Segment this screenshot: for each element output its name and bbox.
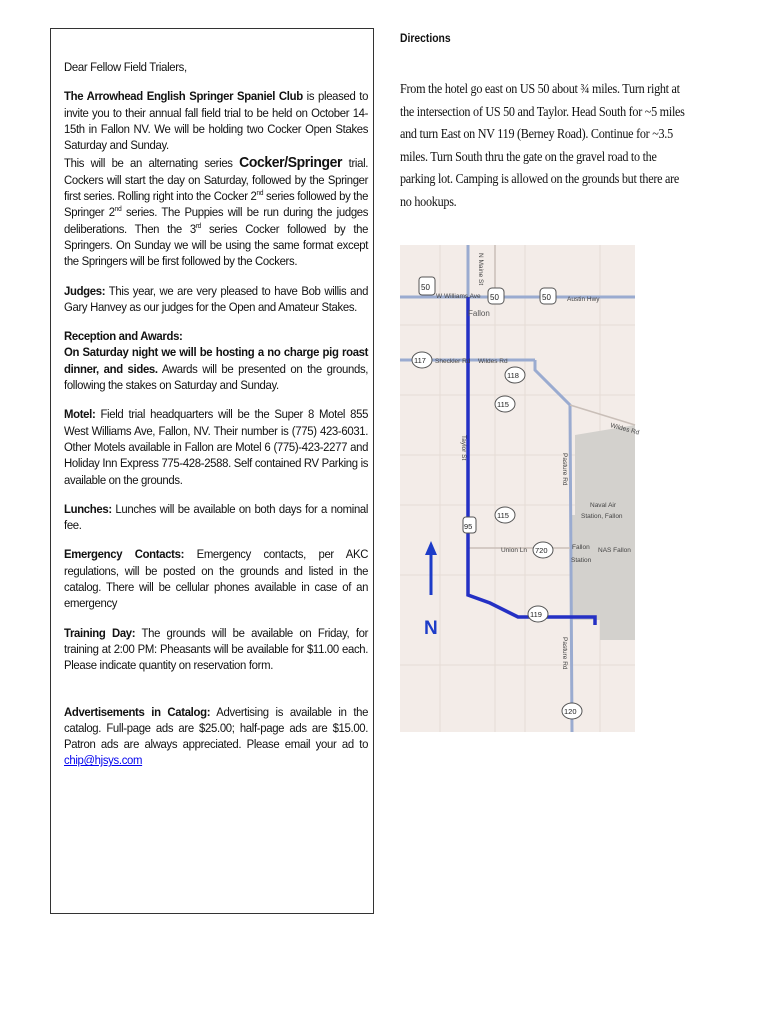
north-label: N [424,618,438,639]
lunches-paragraph [64,501,368,534]
label-w-williams: W Williams Ave [436,293,481,300]
sup-rd: rd [195,222,201,230]
directions-text: From the hotel go east on US 50 about ¾ miles. Turn right at the intersection of US 50 and Taylor. Head South for ~5 miles and turn East on NV 119 (Berney Road). Continue for ~3.5 miles. Turn South thru the gate on the gravel road to the parking lot. Camping is allowed on the grounds but there are no hookups. [400,81,685,209]
directions-map [400,245,640,732]
svg-text:50: 50 [490,293,499,302]
svg-text:119: 119 [530,610,542,619]
email-link[interactable]: chip@hjsys.com [64,753,143,768]
emergency-text: Emergency contacts, per AKC regulations, will be posted on the grounds and listed in the catalog. There will be cellular phones available in case of an emergency [64,547,369,611]
nv119-shield [528,606,548,622]
reception-paragraph [64,328,368,393]
ads-label: Advertisements in Catalog: [64,704,211,719]
series-paragraph [64,155,368,269]
svg-text:120: 120 [564,707,577,716]
label-sheckler: Sheckler Rd [435,358,471,365]
label-wildes-1: Wildes Rd [478,358,508,365]
svg-text:95: 95 [464,522,473,531]
intro-paragraph [64,88,368,153]
nv117-shield [412,352,432,368]
ads-paragraph [64,704,368,769]
label-nas-fallon: NAS Fallon [598,547,631,554]
svg-text:50: 50 [542,293,551,302]
svg-text:50: 50 [421,283,430,292]
series-text-1: trial. Cockers will start the day on Saturday, followed by the Springer first series. Rolling right into the Cocker 2 [64,156,369,204]
lunches-label: Lunches: [64,501,112,516]
label-pasture-1: Pasture Rd [561,453,568,486]
sup-nd-2: nd [114,206,122,214]
us95-shield [463,517,476,533]
series-text-4: series Cocker followed by the Springers. On Sunday we will be using the same format except the Springers will be first followed by the Cockers. [64,221,369,269]
nv118-shield [505,367,525,383]
label-austin-hwy: Austin Hwy [567,296,600,303]
label-fallon-station-1: Fallon [572,544,590,551]
us50-shield-c [540,288,556,304]
nv115-shield-b [495,507,515,523]
judges-label: Judges: [64,283,106,298]
letter-box [50,28,374,914]
training-paragraph [64,625,368,674]
nv720-shield [533,542,553,558]
label-naval-2: Station, Fallon [581,513,623,520]
svg-text:720: 720 [535,546,548,555]
letter-body [64,59,368,769]
reception-text: Awards will be presented on the grounds, following the stakes on Saturday and Sunday. [64,361,369,393]
map-svg [400,245,640,732]
label-n-maine: N Maine St [477,253,484,286]
us50-shield-b [488,288,504,304]
judges-text: This year, we are very pleased to have Bob willis and Gary Hanvey as our judges for the Open and Amateur Stakes. [64,283,369,314]
label-taylor: Taylor St [460,435,467,461]
emergency-label: Emergency Contacts: [64,547,185,562]
naval-air-station-area [570,425,635,640]
judges-paragraph [64,283,368,316]
training-label: Training Day: [64,625,136,640]
motel-label: Motel: [64,407,96,422]
svg-text:115: 115 [497,400,509,409]
svg-text:117: 117 [414,356,426,365]
label-pasture-2: Pasture Rd [561,637,568,670]
lunches-text: Lunches will be available on both days for a nominal fee. [64,501,369,533]
label-naval-1: Naval Air [590,502,617,509]
label-fallon: Fallon [468,309,490,318]
reception-label: Reception and Awards: [64,329,183,344]
training-text: The grounds will be available on Friday, for training at 2:00 PM: Pheasants will be available for $11.00 each. Please indicate quantity on reservation form. [64,625,369,673]
series-text-2: series followed by the Springer 2 [64,189,369,220]
motel-text: Field trial headquarters will be the Super 8 Motel 855 West Williams Ave, Fallon, NV. Their number is (775) 423-6031. Other Motels available in Fallon are Motel 6 (775)-423-2277 and Holiday Inn Express 775-428-2588. Self contained RV Parking is available on the grounds. [64,407,369,487]
salutation: Dear Fellow Field Trialers, [64,60,187,74]
reception-bold-text: On Saturday night we will be hosting a no charge pig roast dinner, and sides. [64,345,369,376]
club-name: The Arrowhead English Springer Spaniel Club [64,89,303,104]
nv120-shield [562,703,582,719]
motel-paragraph [64,406,368,487]
label-wildes-2: Wildes Rd [609,422,640,437]
label-fallon-station-2: Station [571,557,592,564]
svg-text:118: 118 [507,371,519,380]
sup-nd-1: nd [256,190,264,198]
directions-heading: Directions [400,33,451,45]
intro-text: is pleased to invite you to their annual fall field trial to be held on October 14-15th in Fallon NV. We will be holding two Cocker Open Stakes Saturday and Sunday. [64,89,369,153]
series-prefix: This will be an alternating series [64,156,240,171]
nv115-shield-a [495,396,515,412]
label-union: Union Ln [501,547,528,554]
series-text-3: series. The Puppies will be run during the judges deliberations. Then the 3 [64,205,369,236]
us50-shield-a [419,277,435,295]
ads-text: Advertising is available in the catalog. Full-page ads are $25.00; half-page ads are $15.00. Patron ads are always appreciated. Please email your ad to [64,704,369,752]
svg-text:115: 115 [497,511,509,520]
cocker-springer-emphasis: Cocker/Springer [239,154,343,172]
emergency-paragraph [64,546,368,611]
